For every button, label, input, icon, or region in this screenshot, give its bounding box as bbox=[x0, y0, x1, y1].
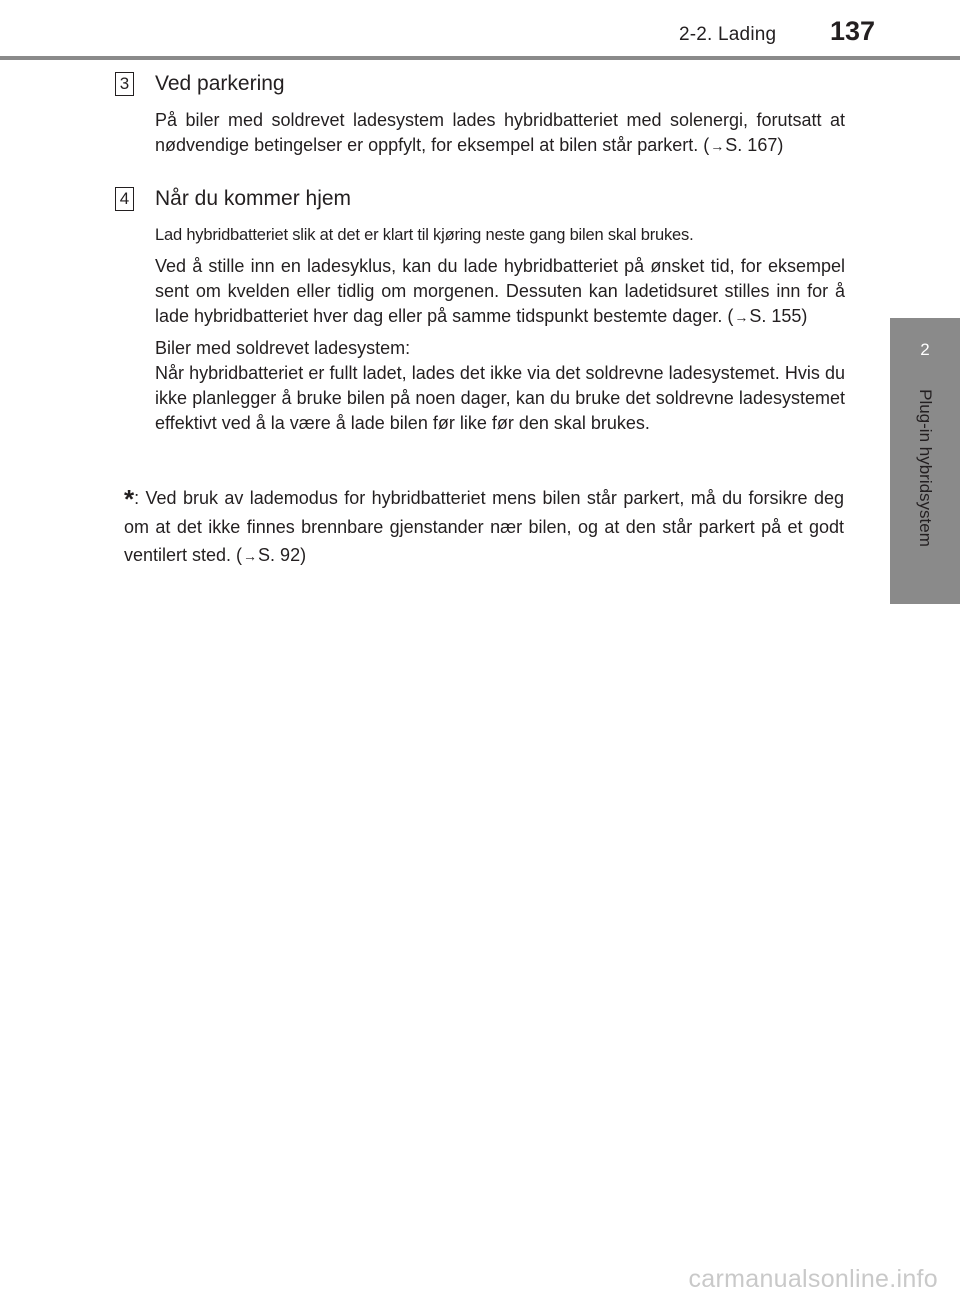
paragraph-text: Ved å stille inn en ladesyklus, kan du lade hybridbatteriet på ønsket tid, for eksempel sent om kvelden eller tidlig om morgenen. Dessuten kan ladetidsuret stilles inn for å lade hybridbatteriet hver dag eller på samme tidspunkt bestemte dager. ( bbox=[155, 256, 845, 326]
item-number-box: 4 bbox=[115, 187, 134, 211]
page-number: 137 bbox=[830, 16, 876, 46]
chapter-tab bbox=[890, 318, 960, 604]
paragraph-text: Når hybridbatteriet er fullt ladet, lades det ikke via det soldrevne ladesystemet. Hvis du ikke planlegger å bruke bilen på noen dager, kan du bruke det soldrevne ladesystemet effektivt ved å la være å lade bilen før like før den skal brukes. bbox=[155, 363, 845, 433]
item-heading bbox=[115, 68, 845, 100]
chapter-number: 2 bbox=[920, 340, 930, 359]
paragraph-subheading: Biler med soldrevet ladesystem: bbox=[155, 338, 411, 358]
footnote-marker: * bbox=[124, 484, 135, 514]
item-title: Når du kommer hjem bbox=[155, 187, 352, 210]
item-heading bbox=[115, 183, 845, 215]
paragraph bbox=[155, 108, 845, 159]
footnote-text: : Ved bruk av lademodus for hybridbatteriet mens bilen står parkert, må du forsikre deg om at det ikke finnes brennbare gjenstander nær bilen, og at den står parkert på et godt ventilert sted. ( bbox=[124, 488, 844, 565]
item-ved-parkering bbox=[115, 68, 845, 159]
paragraph bbox=[155, 254, 845, 330]
page-reference-link[interactable]: S. 167) bbox=[725, 135, 784, 155]
paragraph bbox=[155, 336, 845, 436]
watermark: carmanualsonline.info bbox=[688, 1265, 938, 1293]
arrow-right-icon: → bbox=[243, 548, 258, 564]
item-title: Ved parkering bbox=[155, 72, 285, 95]
item-number-box: 3 bbox=[115, 72, 134, 96]
paragraph-text: På biler med soldrevet ladesystem lades hybridbatteriet med solenergi, forutsatt at nødvendige betingelser er oppfylt, for eksempel at bilen står parkert. ( bbox=[155, 110, 845, 155]
arrow-right-icon: → bbox=[734, 309, 749, 325]
page-reference-link[interactable]: S. 92) bbox=[258, 545, 307, 565]
item-nar-du-kommer-hjem bbox=[115, 183, 845, 436]
footnote bbox=[124, 484, 844, 570]
chapter-title: Plug-in hybridsystem bbox=[916, 389, 935, 547]
header-divider bbox=[0, 56, 960, 60]
page-reference-link[interactable]: S. 155) bbox=[749, 306, 808, 326]
section-title: 2-2. Lading bbox=[679, 24, 777, 45]
arrow-right-icon: → bbox=[710, 138, 725, 154]
paragraph: Lad hybridbatteriet slik at det er klart til kjøring neste gang bilen skal brukes. bbox=[155, 226, 694, 244]
